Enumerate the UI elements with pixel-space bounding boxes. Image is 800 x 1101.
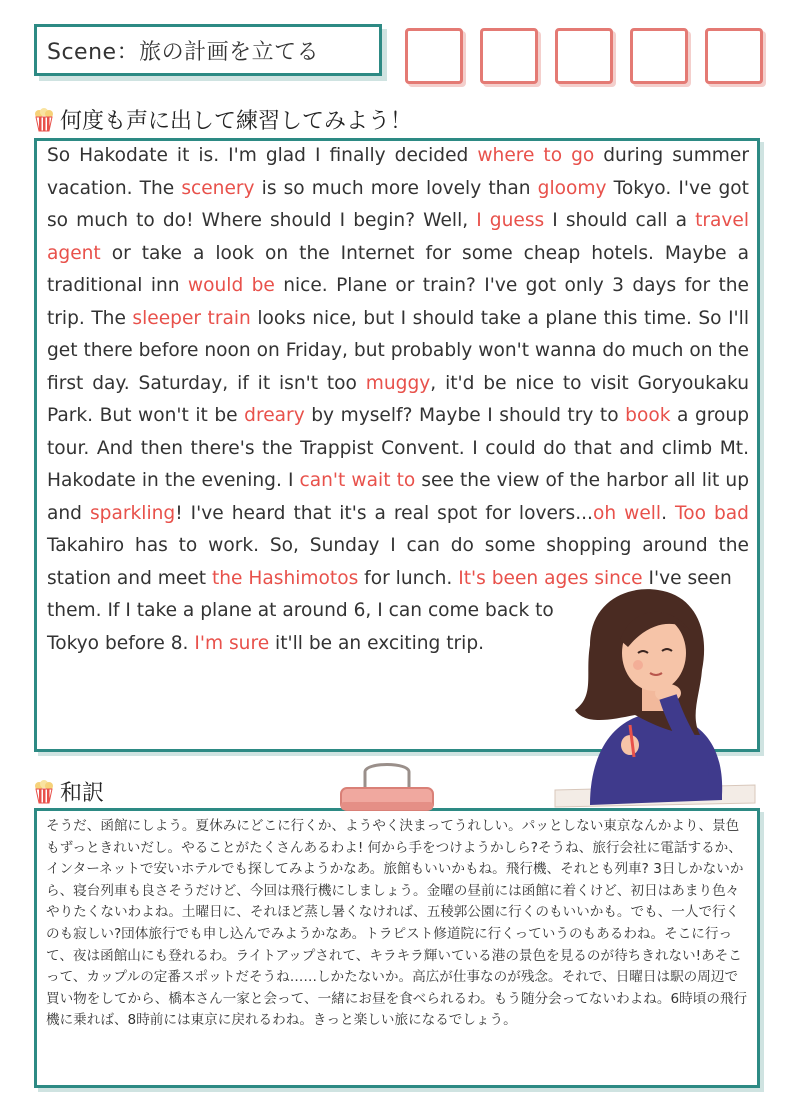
- vocab-highlight: travel agent: [47, 210, 750, 264]
- passage-text: , it'd be nice to visit Goryoukaku Park. But won't it be: [47, 372, 749, 426]
- vocab-highlight: the Hashimotos: [211, 567, 359, 589]
- practice-checkbox-3[interactable]: [555, 28, 613, 84]
- vocab-highlight: sleeper train: [132, 307, 251, 329]
- vocab-highlight: It's been ages since: [458, 567, 643, 589]
- vocab-highlight: can't wait to: [299, 470, 416, 491]
- vocab-highlight: I'm sure: [194, 632, 270, 654]
- vocab-highlight: muggy: [365, 372, 431, 394]
- vocab-highlight: Too bad: [675, 502, 749, 524]
- passage-text: looks nice, but I should take a plane this time. So I'll get there before noon on Friday, but probably won't wanna do much on the first day. Saturday, if it isn't too: [47, 307, 750, 394]
- passage-text: see the view of the harbor all lit up and: [47, 470, 749, 524]
- passage-text: I've seen: [642, 567, 732, 589]
- practice-checkbox-5[interactable]: [705, 28, 763, 84]
- passage-text: Takahiro has to work. So, Sunday I can do some shopping around the station and meet: [47, 535, 749, 589]
- page-title: Scene：旅の計画を立てる: [34, 24, 382, 76]
- binder-clip-icon: [335, 758, 439, 818]
- translation-heading-text: 和訳: [60, 781, 105, 806]
- vocab-highlight: I guess: [476, 210, 545, 231]
- vocab-highlight: where to go: [477, 145, 595, 166]
- japanese-translation: そうだ、函館にしよう。夏休みにどこに行くか、ようやく決まってうれしい。パッとしない東京なんかより、景色もずっときれいだし。やることがたくさんあるわよ! 何から手をつけようかしら?そうね、旅行会社に電話するか、インターネットで安いホテルでも探してみようかなあ。旅館もいいかもね。飛行機、それとも列車? 3日しかないから、寝台列車も良さそうだけど、今回は飛行機にしましょう。金曜の昼前には函館に着くけど、初日はあまり色々やりたくないわよね。土曜日に、それほど蒸し暑くなければ、五稜郭公園に行くのもいいかも。でも、一人で行くのも寂しい?団体旅行でも申し込んでみようかなあ。トラピスト修道院に行くっていうのもあるわね。そこに行って、夜は函館山にも登れるわ。ライトアップされて、キラキラ輝いている港の景色を見るのが待ちきれない!あそこって、カップルの定番スポットだそうね……しかたないか。高広が仕事なのが残念。それで、日曜日は駅の周辺で買い物をしてから、橋本さん一家と会って、一緒にお昼を食べられるわ。もう随分会ってないわよね。6時頃の飛行機に乗れば、8時前には東京に戻れるわね。きっと楽しい旅になるでしょう。: [46, 818, 748, 1029]
- practice-checkbox-4[interactable]: [630, 28, 688, 84]
- passage-text: Tokyo. I've got so much to do! Where should I begin? Well,: [47, 177, 749, 231]
- passage-text: ! I've heard that it's a real spot for lovers...: [175, 502, 593, 524]
- passage-tail: [47, 595, 567, 660]
- vocab-highlight: sparkling: [90, 502, 176, 524]
- passage-text: .: [661, 502, 676, 524]
- translation-heading: [34, 776, 104, 807]
- popcorn-icon: [34, 780, 54, 804]
- practice-heading: [34, 104, 412, 135]
- passage-text: by myself? Maybe I should try to: [304, 405, 626, 426]
- passage-text: for lunch.: [358, 567, 459, 589]
- vocab-highlight: book: [625, 405, 671, 426]
- vocab-highlight: scenery: [181, 177, 255, 199]
- passage-text: them. If I take a plane at around 6, I can come back to Tokyo before 8.: [47, 600, 554, 654]
- girl-thinking-illustration: [550, 585, 760, 810]
- vocab-highlight: gloomy: [537, 177, 607, 199]
- practice-checkbox-2[interactable]: [480, 28, 538, 84]
- passage-body: [47, 145, 749, 589]
- passage-text: a group tour. And then there's the Trappist Convent. I could do that and climb Mt. Hakodate in the evening. I: [47, 405, 749, 491]
- passage-text: is so much more lovely than: [254, 177, 538, 199]
- popcorn-icon: [34, 108, 54, 132]
- passage-text: it'll be an exciting trip.: [269, 632, 485, 654]
- passage-text: I should call a: [544, 210, 696, 231]
- vocab-highlight: dreary: [244, 405, 305, 426]
- passage-text: nice. Plane or train? I've got only 3 days for the trip. The: [47, 275, 749, 329]
- passage-text: or take a look on the Internet for some cheap hotels. Maybe a traditional inn: [47, 242, 749, 296]
- practice-checkbox-1[interactable]: [405, 28, 463, 84]
- vocab-highlight: oh well: [592, 502, 662, 524]
- vocab-highlight: would be: [187, 275, 275, 296]
- english-passage: [47, 140, 749, 660]
- practice-heading-text: 何度も声に出して練習してみよう！: [60, 109, 413, 134]
- passage-text: So Hakodate it is. I'm glad I finally decided: [47, 145, 478, 166]
- passage-text: during summer vacation. The: [47, 145, 750, 199]
